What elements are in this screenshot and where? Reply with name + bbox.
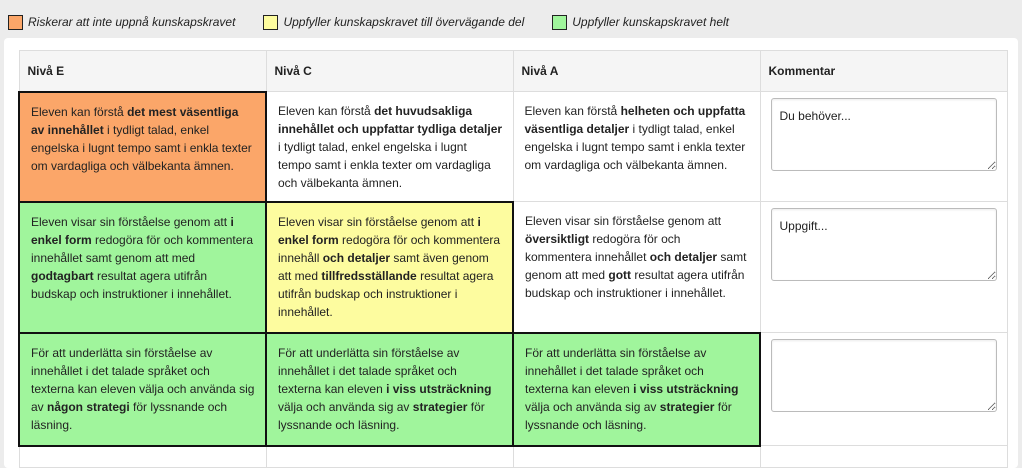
legend-item-risk [8,15,235,30]
comment-textarea[interactable] [771,208,997,281]
criteria-text: för lyssnande och läsning. [31,399,228,432]
criteria-emphasis: i enkel form [278,214,481,247]
criteria-row [19,92,1007,202]
criteria-cell-e[interactable] [19,202,266,333]
criteria-text: redogöra för och kommentera innehållet samt genom att med [31,232,254,265]
criteria-cell-a[interactable] [513,202,760,333]
criteria-cell-c[interactable] [266,333,513,446]
criteria-text: resultat agera utifrån budskap och instruktioner i innehållet. [278,268,494,319]
criteria-row [19,202,1007,333]
empty-cell [19,446,266,468]
criteria-row [19,333,1007,446]
criteria-emphasis: gott [608,268,632,282]
criteria-emphasis: i viss utsträckning [633,381,739,396]
comment-textarea[interactable] [771,98,997,171]
comment-cell [760,333,1007,446]
empty-cell [760,446,1007,468]
criteria-text: välja och använda sig av [525,399,660,414]
criteria-text: För att underlätta sin förståelse av innehållet i det talade språket och texterna kan eleven välja och använda sig av [31,345,255,414]
header-row [19,51,1007,92]
criteria-text: välja och använda sig av [278,399,413,414]
legend-swatch-yellow [263,15,278,30]
criteria-emphasis: i enkel form [31,214,234,247]
criteria-text: redogöra för och kommentera innehållet [525,232,681,264]
legend-swatch-green [552,15,567,30]
criteria-text: För att underlätta sin förståelse av innehållet i det talade språket och texterna kan eleven [278,345,460,396]
criteria-emphasis: i viss utsträckning [386,381,492,396]
comment-textarea[interactable] [771,339,997,412]
criteria-text: för lyssnande och läsning. [525,399,732,432]
criteria-emphasis: godtagbart [31,268,94,283]
criteria-emphasis: det huvudsakliga innehållet och uppfattar tydliga detaljer [278,104,503,136]
criteria-emphasis: helheten och uppfatta väsentliga detaljer [524,104,746,136]
criteria-text: i tydligt talad, enkel engelska i lugnt tempo samt i enkla texter om vardagliga och välbekanta ämnen. [278,140,491,190]
criteria-emphasis: strategier [659,399,715,414]
legend-swatch-orange [8,15,23,30]
criteria-cell-a[interactable] [513,333,760,446]
legend-item-full [552,15,729,30]
criteria-emphasis: någon strategi [47,399,130,414]
legend-label: Uppfyller kunskapskravet helt [572,15,729,29]
criteria-cell-a[interactable] [513,92,760,202]
criteria-text: Eleven visar sin förståelse genom att [278,214,478,229]
header-comment: Kommentar [760,51,1007,92]
legend-item-partial [263,15,524,30]
criteria-text: Eleven kan förstå [278,104,375,118]
comment-cell [760,202,1007,333]
header-level-c: Nivå C [266,51,513,92]
criteria-cell-c[interactable] [266,92,513,202]
comment-cell [760,92,1007,202]
empty-cell [266,446,513,468]
criteria-text: Eleven kan förstå [524,104,621,118]
criteria-cell-c[interactable] [266,202,513,333]
legend-label: Riskerar att inte uppnå kunskapskravet [28,15,236,29]
criteria-text: för lyssnande och läsning. [278,399,485,432]
legend [8,12,757,32]
criteria-text: Eleven kan förstå [31,104,128,119]
empty-cell [513,446,760,468]
criteria-cell-e[interactable] [19,333,266,446]
criteria-text: redogöra för och kommentera innehåll [278,232,501,265]
legend-label: Uppfyller kunskapskravet till övervägande del [283,15,525,29]
criteria-emphasis: och detaljer [649,250,718,264]
header-level-e: Nivå E [19,51,266,92]
header-level-a: Nivå A [513,51,760,92]
rubric-panel [4,38,1018,468]
criteria-text: Eleven visar sin förståelse genom att [31,214,231,229]
criteria-row-partial [19,446,1007,468]
criteria-text: Eleven visar sin förståelse genom att [525,214,722,228]
criteria-text: samt även genom att med [278,250,489,283]
criteria-text: För att underlätta sin förståelse av innehållet i det talade språket och texterna kan eleven [525,345,707,396]
criteria-text: i tydligt talad, enkel engelska i lugnt tempo samt i enkla texter om vardagliga och välbekanta ämnen. [524,122,746,172]
criteria-emphasis: och detaljer [322,250,391,265]
criteria-emphasis: tillfredsställande [321,268,417,283]
criteria-text: samt genom att med [525,250,747,282]
criteria-text: resultat agera utifrån budskap och instruktioner i innehållet. [525,268,745,300]
criteria-emphasis: det mest väsentliga av innehållet [31,104,239,137]
criteria-emphasis: översiktligt [525,232,590,246]
criteria-emphasis: strategier [412,399,468,414]
criteria-cell-e[interactable] [19,92,266,202]
rubric-table [18,50,1008,468]
criteria-text: i tydligt talad, enkel engelska i lugnt tempo samt i enkla texter om vardagliga och välbekanta ämnen. [31,122,252,173]
criteria-text: resultat agera utifrån budskap och instruktioner i innehållet. [31,268,232,301]
